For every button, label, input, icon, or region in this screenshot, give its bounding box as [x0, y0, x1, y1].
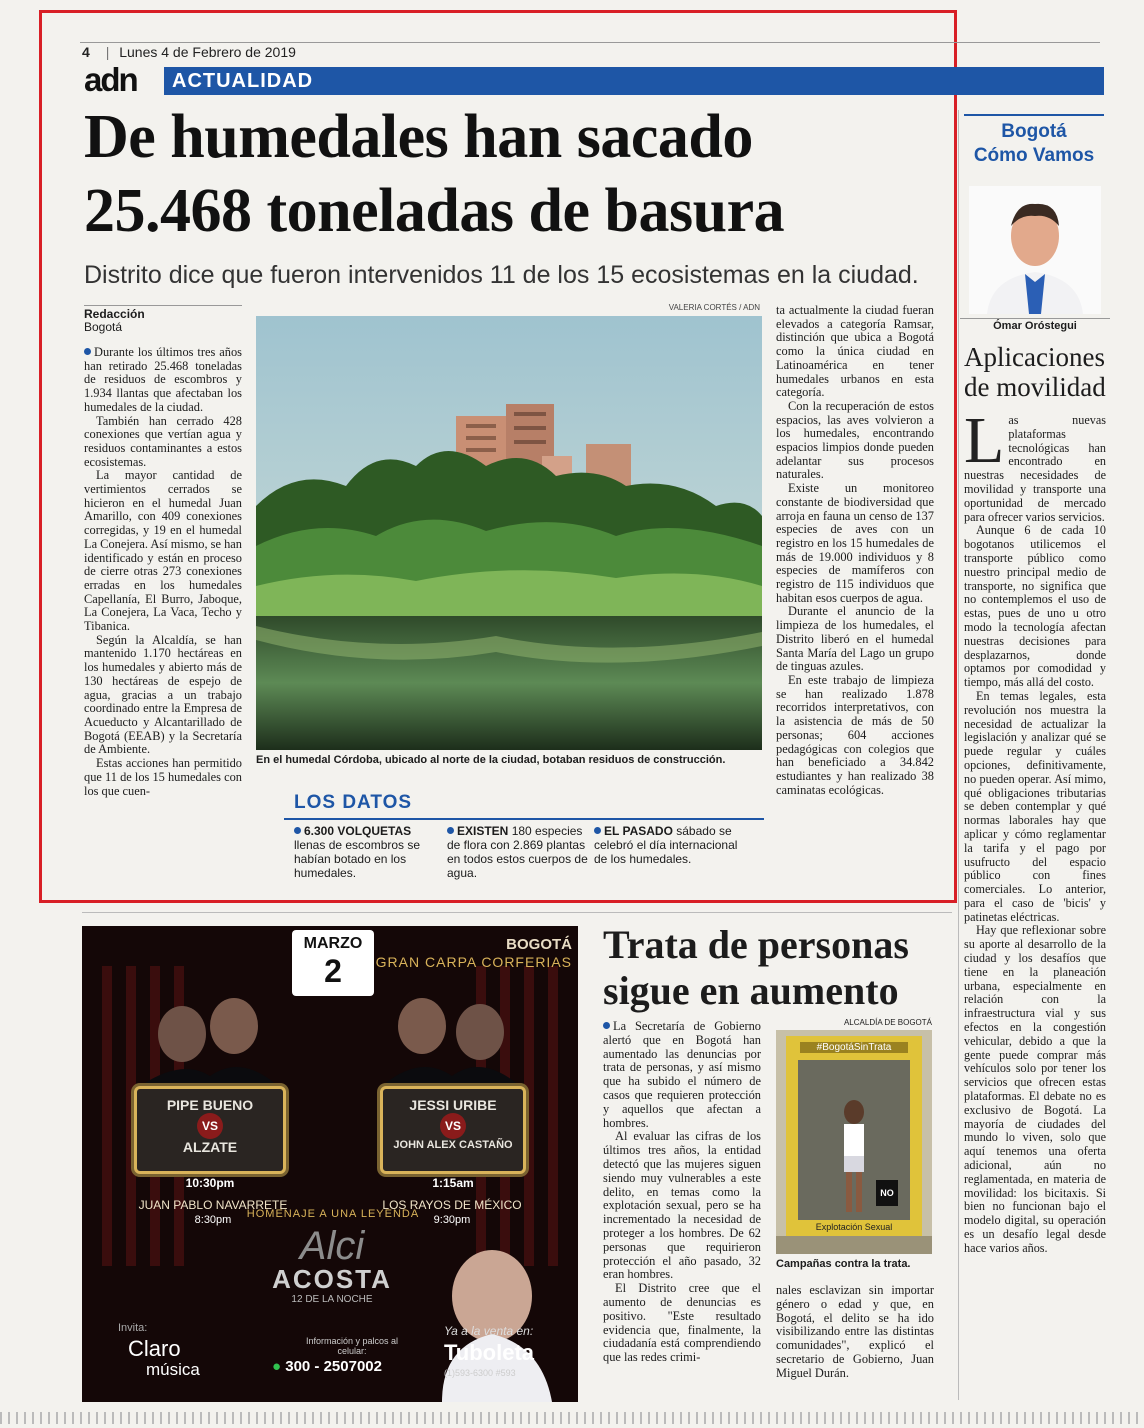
- support-act-1: JUAN PABLO NAVARRETE: [138, 1198, 288, 1212]
- main-headline: [84, 100, 954, 248]
- article-paragraph: Estas acciones han permitido que 11 de los 15 humedales con los que cuen-: [84, 756, 242, 798]
- trata-paragraph: nales esclavizan sin importar género o edad y que, en Bogotá, el delito se ha ido visibilizando entre las distintas comunidades", explicó el secretario de Gobierno, Juan Miguel Durán.: [776, 1283, 934, 1380]
- trata-box-text: Explotación Sexual: [815, 1222, 893, 1232]
- sidebar-paragraph: En temas legales, esta revolución nos muestra la necesidad de actualizar la legislación y analizar qué se puede regular y cuáles opciones, definitivamente, no pueden operar. Así mimo, qué obligaciones tributarias se deben contemplar y qué normas laborales hay que aplicar y cómo reglamentar la tarifa y el pago por usufructo del espacio público con fines comerciales. Lo anterior, para el caso de 'bicis' y patinetas eléctricas.: [964, 688, 1106, 924]
- author-name: Ómar Oróstegui: [960, 318, 1110, 332]
- trata-sign: #BogotáSinTrata: [800, 1042, 908, 1053]
- headline-line-2: 25.468 toneladas de basura: [84, 177, 785, 245]
- bullet-dot-icon: [294, 827, 301, 834]
- column-divider: [958, 110, 959, 1400]
- photo-caption: En el humedal Córdoba, ubicado al norte de la ciudad, botaban residuos de construcción.: [256, 754, 726, 766]
- trata-paragraph: Al evaluar las cifras de los últimos tres años, la entidad detectó que las mujeres siguen siendo muy vulnerables a este delito, en temas como la explotación sexual, pero se ha incrementado la necesidad de proteger a los hombres. De 62 personas que requirieron protección el año pasado, 32 eran hombres.: [603, 1129, 761, 1282]
- act-2-time: 1:15am: [432, 1176, 474, 1190]
- trata-column-2: [776, 1284, 934, 1381]
- author-portrait: [969, 186, 1101, 314]
- trata-paragraph: La Secretaría de Gobierno alertó que en Bogotá han aumentado las denuncias por trata de personas, y así mismo que ha subido el número de casos que requieren protección y aquellos que afectan a hombres.: [603, 1019, 761, 1130]
- sidebar-headline: Aplicaciones de movilidad: [964, 342, 1106, 402]
- tribute-title: HOMENAJE A UNA LEYENDA: [246, 1208, 420, 1220]
- dato-item: EL PASADO sábado se celebró el día internacional de los humedales.: [594, 824, 738, 866]
- article-paragraph: Con la recuperación de estos espacios, las aves volvieron a los humedales, encontrando espacios limpios donde pueden adelantar sus procesos naturales.: [776, 398, 934, 482]
- article-paragraph: También han cerrado 428 conexiones que vertían agua y residuos contaminantes a estos ecosistemas.: [84, 413, 242, 469]
- subheadline: Distrito dice que fueron intervenidos 11 de los 15 ecosistemas en la ciudad.: [84, 261, 919, 289]
- bogota-como-vamos-logo: Bogotá Cómo Vamos: [964, 114, 1104, 168]
- article-paragraph: Existe un monitoreo constante de biodiversidad que arroja en fauna un censo de 137 especies de aves con un registro en los 15 humedales de más de 19.000 individuos y 8 especies de mamíferos con registro de 115 individuos que habitan esos cuerpos de agua.: [776, 481, 934, 605]
- trata-column-1: [603, 1020, 761, 1365]
- adn-logo: adn: [84, 61, 137, 98]
- article-paragraph: ta actualmente la ciudad fueran elevados a categoría Ramsar, distinción que ubica a Bogotá como la única ciudad en Latinoamérica en tener humedales urbanos en esta categoría.: [776, 303, 934, 400]
- info-label: Información y palcos al celular:: [305, 1336, 399, 1356]
- page-header: 4 | Lunes 4 de Febrero de 2019: [82, 44, 296, 60]
- act-1-marquee: PIPE BUENO VS ALZATE: [134, 1086, 286, 1174]
- legend-name: ACOSTA: [272, 1264, 392, 1294]
- ad-venue: GRAN CARPA CORFERIAS: [375, 954, 572, 970]
- legend-script: Alci: [299, 1224, 365, 1268]
- sponsor-claro: Claro: [128, 1336, 181, 1361]
- ad-city: BOGOTÁ: [506, 936, 572, 953]
- whatsapp-icon: ●: [272, 1358, 282, 1375]
- ticket-brand: Tuboleta: [444, 1340, 535, 1365]
- trata-photo: [776, 1030, 932, 1254]
- sponsor-musica: música: [146, 1360, 200, 1379]
- legend-sub: 12 DE LA NOCHE: [291, 1294, 373, 1305]
- byline-city: Bogotá: [84, 320, 123, 334]
- datos-title: LOS DATOS: [294, 792, 413, 813]
- info-phone: ● 300 - 2507002: [272, 1358, 382, 1375]
- sale-label: Ya a la venta en:: [444, 1324, 534, 1338]
- article-column-3: [776, 304, 934, 797]
- invita-label: Invita:: [118, 1322, 148, 1334]
- trata-no-sign: NO: [876, 1180, 898, 1206]
- bullet-dot-icon: [603, 1022, 610, 1029]
- article-paragraph: Durante el anuncio de la limpieza de los humedales, el Distrito liberó en el humedal Santa María del Lago un grupo de tinguas azules.: [776, 604, 934, 674]
- date-badge: MARZO 2: [292, 930, 374, 996]
- trata-headline: Trata de personas sigue en aumento: [603, 922, 909, 1013]
- header-rule: [80, 42, 1100, 43]
- article-paragraph: Según la Alcaldía, se han mantenido 1.170 hectáreas en los humedales y abierto más de 130 hectáreas de espejo de agua, gracias a un trabajo coordinado entre la Empresa de Acueducto y Alcantarillado de Bogotá (EEAB) y la Secretaría de Ambiente.: [84, 632, 242, 757]
- section-bar: [164, 67, 1104, 95]
- article-paragraph: Durante los últimos tres años han retirado 25.468 toneladas de residuos de escombros y 1.934 llantas que afectaban los humedales de la ciudad.: [84, 345, 242, 414]
- datos-rule: [284, 818, 764, 820]
- dato-item: 6.300 VOLQUETAS llenas de escombros se habían botado en los humedales.: [294, 824, 421, 880]
- act-2-marquee: JESSI URIBE VS JOHN ALEX CASTAÑO: [380, 1086, 526, 1174]
- dato-item: EXISTEN 180 especies de flora con 2.869 plantas en todos estos cuerpos de agua.: [447, 824, 588, 880]
- bullet-dot-icon: [447, 827, 454, 834]
- article-paragraph: La mayor cantidad de vertimientos cerrados se hicieron en el humedal Juan Amarillo, con 409 conexiones corregidas, y 19 en el humedal La Conejera. Así mismo, se han identificado y están en proceso de cierre otras 273 conexiones erradas en los humedales Capellanía, El Burro, Jaboque, La Conejera, La Vaca, Techo y Tibanica.: [84, 468, 242, 634]
- sidebar-paragraph: Aunque 6 de cada 10 bogotanos utilicemos el transporte público como nuestro principal medio de transporte, no significa que no contemplemos el uso de estas, pues de uno u otro modo la tecnología afectan nuestras decisiones para desplazarnos, donde optamos por comodidad y tiempo, más allá del costo.: [964, 523, 1106, 690]
- page-number: 4: [82, 44, 90, 60]
- page-date: Lunes 4 de Febrero de 2019: [119, 44, 296, 60]
- wetland-photo: [256, 316, 762, 750]
- photo-credit: VALERIA CORTÉS / ADN: [668, 303, 760, 312]
- sidebar-paragraph: Hay que reflexionar sobre su aporte al desarrollo de la ciudad y los desafíos que tiene en la planeación urbana, especialmente en relación con la infraestructura vial y sus efectos en la congestión vehicular, debido a que la gente puede comprar más vehículos solo por tener los servicios que ofrecen estas plataformas. El debate no es exclusivo de Bogotá. La mayoría de ciudades del mundo lo viven, solo que aquí tenemos una oferta adicional, aún no reglamentada, en materia de movilidad: los bicitaxis. Si bien no funcionan bajo el modelo digital, su operación es un desafío legal desde hace varios años.: [964, 923, 1106, 1255]
- vs-badge: VS: [440, 1113, 466, 1139]
- support-act-2-time: 9:30pm: [433, 1214, 471, 1226]
- vs-badge: VS: [197, 1113, 223, 1139]
- sidebar-column: [964, 404, 1106, 1256]
- section-label: ACTUALIDAD: [172, 70, 314, 92]
- headline-line-1: De humedales han sacado: [84, 103, 753, 171]
- sidebar-paragraph: Las nuevas plataformas tecnológicas han encontrado en nuestras necesidades de movilidad y transporte una oportunidad de mercado para ofrecer varios servicios.: [964, 404, 1106, 524]
- article-paragraph: En este trabajo de limpieza se han realizado 1.878 recorridos interpretativos, con la asistencia de más de 50 personas; 604 acciones pedagógicas con colegios que han beneficiado a 34.842 estudiantes y han realizado 38 caminatas ecológicas.: [776, 672, 934, 797]
- ticket-phone: (1)593-6300 #593: [444, 1368, 516, 1378]
- section-rule: [82, 912, 952, 913]
- trata-photo-credit: ALCALDÍA DE BOGOTÁ: [843, 1018, 932, 1027]
- dropcap: L: [964, 404, 1005, 477]
- support-act-1-time: 8:30pm: [194, 1214, 232, 1226]
- support-act-2: LOS RAYOS DE MÉXICO: [382, 1198, 522, 1212]
- trata-paragraph: El Distrito cree que el aumento de denuncias es positivo. "Este resultado evidencia que, finalmente, la ciudadanía está comprendiendo que las redes crimi-: [603, 1281, 761, 1365]
- concert-advertisement: [82, 926, 578, 1402]
- byline-name: Redacción: [84, 307, 145, 321]
- page-edge-strip: [0, 1412, 1144, 1424]
- trata-caption: Campañas contra la trata.: [776, 1258, 911, 1270]
- byline: [84, 305, 242, 334]
- bullet-dot-icon: [84, 348, 91, 355]
- bullet-dot-icon: [594, 827, 601, 834]
- act-1-time: 10:30pm: [185, 1176, 235, 1190]
- article-column-1: [84, 346, 242, 798]
